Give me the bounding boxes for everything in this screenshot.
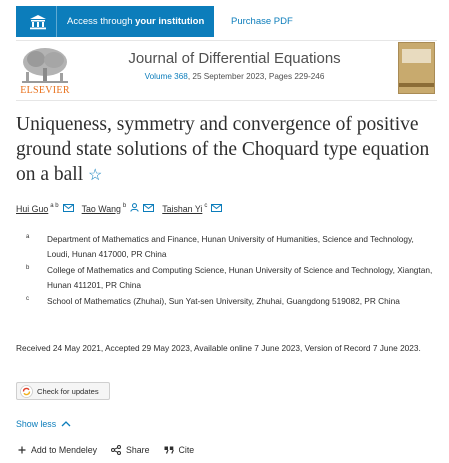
email-icon[interactable] [143, 204, 154, 214]
access-through-institution-button[interactable] [16, 6, 214, 37]
affiliation-label: c [26, 296, 29, 302]
email-icon[interactable] [211, 204, 222, 214]
article-title-text: Uniqueness, symmetry and convergence of positive ground state solutions of the Choquard type equation on a ball [16, 114, 430, 185]
affiliation-item [26, 232, 436, 262]
cite-button[interactable] [164, 445, 195, 455]
plus-icon [18, 446, 26, 454]
show-less-toggle[interactable] [16, 419, 71, 429]
show-less-label: Show less [16, 419, 57, 429]
mendeley-label: Add to Mendeley [31, 445, 98, 455]
check-updates-label: Check for updates [37, 386, 99, 396]
person-icon[interactable] [130, 203, 139, 214]
author-list [16, 203, 230, 214]
share-icon [111, 445, 121, 455]
top-divider [16, 40, 437, 41]
affiliation-text: School of Mathematics (Zhuhai), Sun Yat-sen University, Zhuhai, Guangdong 519082, PR China [47, 296, 400, 306]
journal-cover-thumbnail[interactable] [398, 42, 435, 94]
author-item [162, 204, 222, 214]
check-updates-icon [20, 385, 33, 398]
journal-meta [110, 72, 359, 81]
author-affiliation-marker[interactable]: c [204, 202, 208, 209]
purchase-pdf-link[interactable]: Purchase PDF [231, 16, 293, 27]
quote-icon [164, 446, 174, 454]
author-name-link[interactable]: Hui Guo [16, 203, 49, 214]
affiliation-text: Department of Mathematics and Finance, Hunan University of Humanities, Science and Technology, Loudi, Hunan 417000, PR China [47, 234, 414, 259]
header-divider [16, 100, 437, 101]
access-label-bold: your institution [135, 16, 205, 27]
affiliation-label: a [26, 234, 30, 240]
cover-band [399, 83, 434, 87]
elsevier-wordmark: ELSEVIER [20, 85, 70, 96]
author-item [16, 204, 74, 214]
affiliation-item [26, 263, 436, 293]
affiliation-text: College of Mathematics and Computing Science, Hunan University of Science and Technology, Xiangtan, Hunan 411201, PR China [47, 265, 433, 290]
journal-title-link[interactable]: Journal of Differential Equations [128, 50, 341, 67]
email-icon[interactable] [63, 204, 74, 214]
add-to-mendeley-button[interactable] [18, 445, 97, 455]
chevron-up-icon [61, 421, 71, 427]
article-actions [18, 445, 208, 455]
affiliation-item [26, 294, 436, 309]
cite-label: Cite [178, 445, 195, 455]
star-icon[interactable]: ☆ [88, 167, 103, 184]
author-item [82, 203, 155, 214]
share-button[interactable] [111, 445, 149, 455]
affiliation-label: b [26, 265, 30, 271]
check-for-updates-button[interactable] [16, 382, 110, 400]
cover-title-panel [402, 49, 431, 63]
access-label-prefix: Access through [67, 16, 136, 27]
author-name-link[interactable]: Tao Wang [81, 203, 121, 214]
author-affiliation-marker[interactable]: a b [50, 202, 59, 209]
access-button-label [67, 16, 204, 27]
author-name-link[interactable]: Taishan Yi [162, 203, 203, 214]
share-label: Share [126, 445, 150, 455]
volume-link[interactable]: Volume 368 [144, 72, 188, 81]
article-history-dates: Received 24 May 2021, Accepted 29 May 2023, Available online 7 June 2023, Version of Record 7 June 2023. [16, 343, 421, 353]
top-actions [16, 6, 293, 37]
affiliation-list [26, 232, 436, 310]
author-affiliation-marker[interactable]: b [122, 202, 127, 209]
button-divider [56, 6, 57, 37]
issue-details: , 25 September 2023, Pages 229-246 [187, 72, 325, 81]
institution-icon [26, 12, 50, 32]
article-title [16, 112, 436, 188]
